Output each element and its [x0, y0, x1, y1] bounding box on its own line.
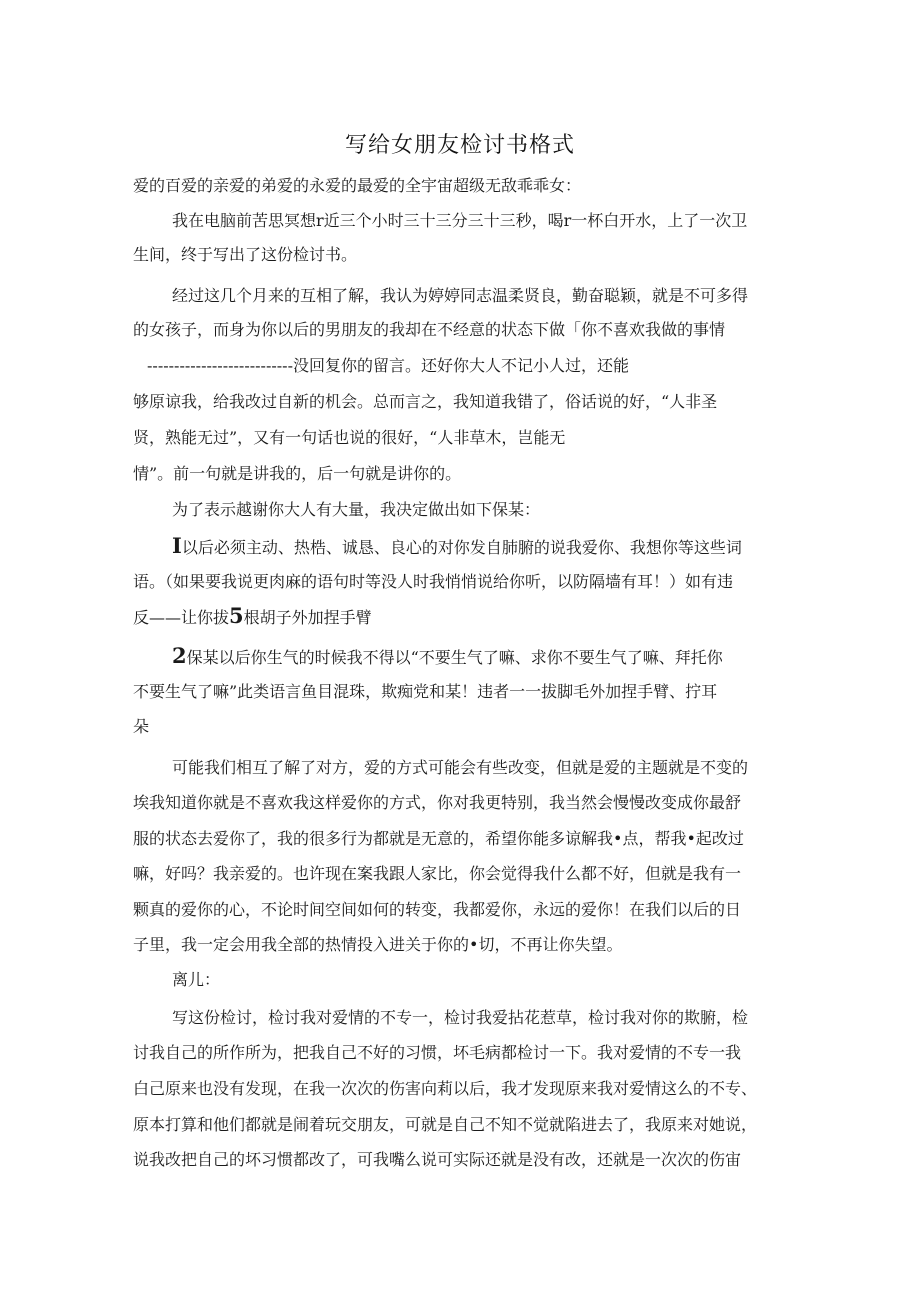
paragraph-line: 原本打算和他们都就是闹着玩交朋友，可就是自己不知不觉就陷进去了，我原来对她说， — [133, 1115, 758, 1134]
paragraph-line: 为了表示越谢你大人有大量，我决定做出如下保某： — [172, 500, 541, 519]
salutation: 爱的百爱的亲爱的弟爱的永爱的最爱的全宇宙超级无敌乖乖女： — [133, 176, 582, 195]
paragraph-line: 颗真的爱你的心，不论时间空间如何的转变，我都爱你，永远的爱你！在我们以后的日 — [133, 900, 742, 919]
paragraph-line: 服的状态去爱你了，我的很多行为都就是无意的，希望你能多谅解我•点，帮我•起改过 — [133, 829, 744, 848]
second-salutation: 离儿： — [172, 970, 221, 989]
paragraph-line: 埃我知道你就是不喜欢我这样爱你的方式，你对我更特别，我当然会慢慢改变成你最舒 — [133, 793, 742, 812]
paragraph-line: 生间，终于写出了这份检讨书。 — [133, 245, 358, 264]
paragraph-line: 我在电脑前苦思冥想r近三个小时三十三分三十三秒，喝r一杯白开水，上了一次卫 — [172, 211, 748, 230]
document-title: 写给女朋友检讨书格式 — [344, 133, 575, 158]
pledge-count-5: 5 — [229, 603, 244, 628]
paragraph-line: 白己原来也没有发现，在我一次次的伤害向莉以后，我才发现原来我对爱情这么的不专、 — [133, 1079, 758, 1098]
paragraph-line: 不要生气了嘛”此类语言鱼目混珠，欺痴党和某！违者一一拔脚毛外加捏手臂、拧耳 — [133, 682, 718, 701]
paragraph-line: 的女孩子，而身为你以后的男朋友的我却在不经意的状态下做「你不喜欢我做的事情 — [133, 320, 726, 339]
paragraph-line: 贤，熟能无过”，又有一句话也说的很好，“人非草木，岂能无 — [133, 428, 566, 447]
pledge-number-2: 2 — [172, 643, 187, 668]
pledge-number-1: I — [172, 533, 182, 558]
pledge-1-penalty: 反——让你拔5根胡子外加捏手臂 — [133, 603, 372, 628]
paragraph-line: 朵 — [133, 717, 150, 736]
paragraph-line: 够原谅我，给我改过自新的机会。总而言之，我知道我错了，俗话说的好，“人非圣 — [133, 392, 718, 411]
paragraph-line: 语。（如果要我说更肉麻的语句时等没人时我悄悄说给你听，以防隔墙有耳！）如有违 — [133, 572, 734, 591]
paragraph-line: 说我改把自己的坏习惯都改了，可我嘴么说可实际还就是没有改，还就是一次次的伤宙 — [133, 1150, 742, 1169]
paragraph-line: ---------------------------没回复你的留言。还好你大人不记小人过，还能 — [147, 356, 629, 375]
paragraph-line: 可能我们相互了解了对方，爱的方式可能会有些改变，但就是爱的主题就是不变的 — [172, 758, 749, 777]
paragraph-line: 讨我自己的所作所为，把我自己不好的习惯，坏毛病都检讨一下。我对爱情的不专一我 — [133, 1043, 742, 1062]
pledge-2-line: 2保某以后你生气的时候我不得以“不要生气了嘛、求你不要生气了嘛、拜托你 — [172, 643, 723, 668]
paragraph-line: 子里，我一定会用我全部的热情投入进关于你的•切，不再让你失望。 — [133, 935, 623, 954]
paragraph-line: 情”。前一句就是讲我的，后一句就是讲你的。 — [133, 464, 462, 483]
paragraph-line: 经过这几个月来的互相了解，我认为婷婷同志温柔贤良，勤奋聪颖，就是不可多得 — [172, 286, 749, 305]
paragraph-line: 写这份检讨，检讨我对爱情的不专一，检讨我爱拈花惹草，检讨我对你的欺腑，检 — [172, 1008, 749, 1027]
pledge-1-line: I以后必须主动、热梏、诚恳、良心的对你发自肺腑的说我爱你、我想你等这些词 — [172, 533, 742, 558]
paragraph-line: 嘛，好吗？我亲爱的。也许现在案我跟人家比，你会觉得我什么都不好，但就是我有一 — [133, 864, 742, 883]
